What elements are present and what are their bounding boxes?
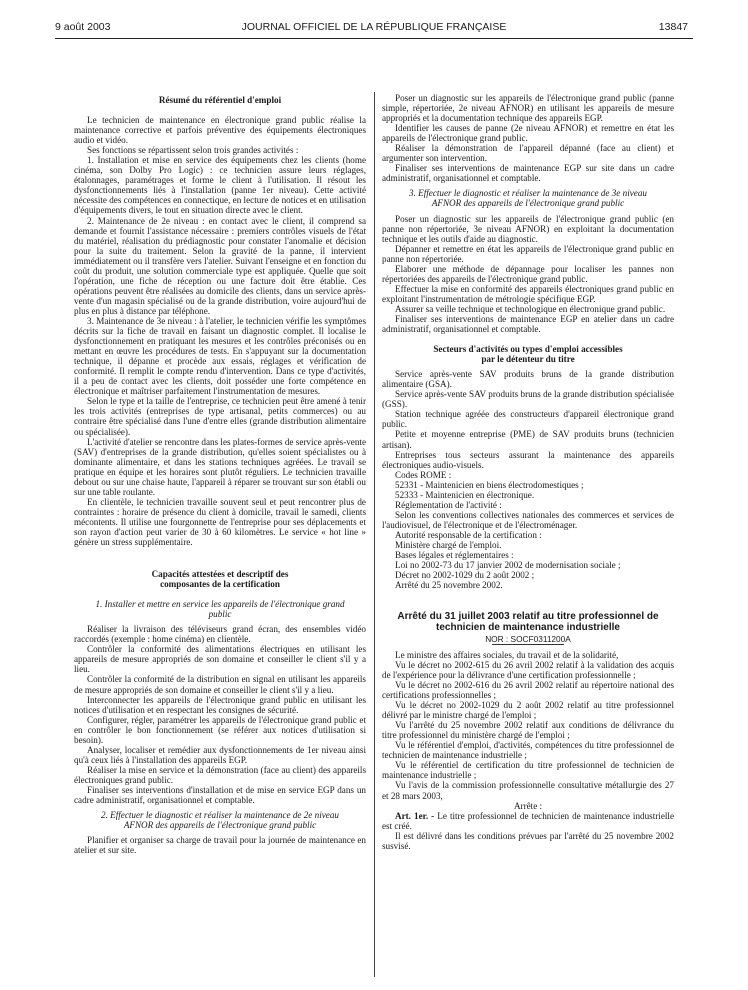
- arrete-label: Arrête :: [513, 800, 543, 811]
- paragraph: 1. Installation et mise en service des équipements chez les clients (home cinéma, son Dolby Pro Logic) : ce technicien assure leurs réglages, étalonnages, paramétrages et forme le client à l'utilisation. Il résout les dysfonctionnements liés à l'installation (panne 1er niveau). Cette activité nécessite des compétences en connectique, en lecture de notices et en utilisation d'équipements divers, le tout en situation directe avec le client.: [74, 155, 366, 216]
- article-1-label: Art. 1er. -: [395, 810, 435, 821]
- paragraph: Le technicien de maintenance en électronique grand public réalise la maintenance corrective et parfois préventive des équipements électroniques audio et vidéo.: [74, 115, 366, 146]
- paragraph: Finaliser ses interventions d'installation et de mise en service EGP dans un cadre administratif, organisationnel et comptable.: [74, 785, 366, 806]
- bases-label: Bases légales et réglementaires :: [395, 550, 514, 561]
- paragraph: Effectuer la mise en conformité des appareils électroniques grand public en exploitant l'instrumentation de métrologie spécifique EGP.: [382, 283, 674, 304]
- section-3-title: 3. Effectuer le diagnostic et réaliser la maintenance de 3e niveau AFNOR des appareils de l'électronique grand public: [409, 188, 647, 209]
- paragraph: Ses fonctions se répartissent selon trois grandes activités :: [87, 145, 299, 156]
- page-header: [0, 7, 748, 33]
- article-1-text: Le titre professionnel de technicien de maintenance industrielle est créé.: [382, 810, 674, 831]
- left-column: [74, 95, 366, 855]
- journal-title: JOURNAL OFFICIEL DE LA RÉPUBLIQUE FRANÇAISE: [241, 21, 507, 33]
- paragraph: Le ministre des affaires sociales, du travail et de la solidarité,: [395, 649, 619, 660]
- nor-reference: NOR : SOCF0311200A: [485, 633, 571, 644]
- ministere: Ministère chargé de l'emploi.: [395, 539, 502, 550]
- paragraph: Interconnecter les appareils de l'électronique grand public en utilisant les notices d'utilisation et en respectant les consignes de sécurité.: [74, 694, 366, 715]
- paragraph: Entreprises tous secteurs assurant la maintenance des appareils électroniques audio-visuels.: [382, 449, 674, 470]
- paragraph: Petite et moyenne entreprise (PME) de SAV produits bruns (technicien artisan).: [382, 429, 674, 450]
- paragraph: L'activité d'atelier se rencontre dans les plates-formes de service après-vente (SAV) d'entreprises de la grande distribution, qu'elles soient spécialistes ou à dominante alimentaire, et dans les stations techniques agréées. Le travail se pratique en équipe et les horaires sont plutôt réguliers. Le technicien travaille debout ou sur une chaise haute, l'appareil à réparer se trouvant sur son établi ou sur une table roulante.: [74, 436, 366, 497]
- paragraph: 3. Maintenance de 3e niveau : à l'atelier, le technicien vérifie les symptômes décrits sur la fiche de travail en faisant un diagnostic complet. Il localise le dysfonctionnement en pratiquant les mesures et les contrôles préconisés ou en mettant en œuvre les procédures de tests. En s'appuyant sur la documentation technique, il dépanne et procède aux essais, réglages et vérification de conformité. Il remplit le compte rendu d'intervention. Dans ce type d'activités, il a peu de contact avec les clients, doit posséder une forte compétence en électronique et maîtriser parfaitement l'instrumentation de mesures.: [74, 315, 366, 397]
- paragraph: Identifier les causes de panne (2e niveau AFNOR) et remettre en état les appareils de l'électronique grand public.: [382, 123, 674, 144]
- paragraph: Réaliser la mise en service et la démonstration (face au client) des appareils électroniques grand public.: [74, 764, 366, 785]
- arrete-ref: Arrêté du 25 novembre 2002.: [395, 580, 503, 591]
- arrete-title: Arrêté du 31 juillet 2003 relatif au titre professionnel de technicien de maintenance industrielle: [397, 611, 659, 633]
- separator: [382, 644, 674, 645]
- column-divider: [374, 92, 375, 977]
- paragraph: Vu l'arrêté du 25 novembre 2002 relatif aux conditions de délivrance du titre professionnel du ministère chargé de l'emploi ;: [382, 720, 674, 741]
- section-1-title: 1. Installer et mettre en service les appareils de l'électronique grand public: [95, 599, 345, 620]
- paragraph: Dépanner et remettre en état les appareils de l'électronique grand public en panne non répertoriée.: [382, 243, 674, 264]
- paragraph: Contrôler la conformité de la distribution en signal en utilisant les appareils de mesure appropriés de son domaine et conseiller le client s'il y a lieu.: [74, 674, 366, 695]
- capacites-title: Capacités attestées et descriptif des composantes de la certification: [151, 569, 289, 590]
- paragraph: Poser un diagnostic sur les appareils de l'électronique grand public (en panne non répertoriée, 3e niveau AFNOR) en exploitant la documentation technique et les outils d'aide au diagnostic.: [382, 213, 674, 244]
- right-column: [382, 93, 674, 851]
- paragraph: Service après-vente SAV produits bruns de la grande distribution alimentaire (GSA).: [382, 369, 674, 390]
- paragraph: Service après-vente SAV produits bruns de la grande distribution spécialisée (GSS).: [382, 389, 674, 410]
- paragraph: Selon les conventions collectives nationales des commerces et services de l'audiovisuel, de l'électronique et de l'électroménager.: [382, 509, 674, 530]
- paragraph: Poser un diagnostic sur les appareils de l'électronique grand public (panne simple, répertoriée, 2e niveau AFNOR) en utilisant les appareils de mesure appropriés et la documentation technique des appareils EGP.: [382, 93, 674, 124]
- paragraph: Planifier et organiser sa charge de travail pour la journée de maintenance en atelier et sur site.: [74, 835, 366, 856]
- paragraph: Selon le type et la taille de l'entreprise, ce technicien peut être amené à tenir les trois activités (entreprises de type artisanal, petits commerces) ou au contraire être spécialisé dans l'une d'entre elles (grande distribution alimentaire ou spécialisée).: [74, 396, 366, 437]
- paragraph: Analyser, localiser et remédier aux dysfonctionnements de 1er niveau ainsi qu'à ceux liés à l'installation des appareils EGP.: [74, 744, 366, 765]
- paragraph: Vu le référentiel d'emploi, d'activités, compétences du titre professionnel de technicien de maintenance industrielle ;: [382, 740, 674, 761]
- paragraph: Finaliser ses interventions de maintenance EGP en atelier dans un cadre administratif, organisationnel et comptable.: [382, 313, 674, 335]
- secteurs-title: Secteurs d'activités ou types d'emploi accessibles par le détenteur du titre: [433, 344, 623, 365]
- section-2-title: 2. Effectuer le diagnostic et réaliser la maintenance de 2e niveau AFNOR des appareils de l'électronique grand public: [101, 810, 339, 831]
- reglementation-label: Réglementation de l'activité :: [395, 499, 502, 510]
- code-item: 52333 - Maintenicien en électronique.: [395, 489, 535, 500]
- article-1: [382, 811, 674, 831]
- paragraph: Vu le référentiel de certification du titre professionnel de technicien de maintenance industrielle ;: [382, 760, 674, 781]
- paragraph: Station technique agréée des constructeurs d'appareil électronique grand public.: [382, 409, 674, 430]
- paragraph: Assurer sa veille technique et technologique en électronique grand public.: [395, 303, 666, 314]
- paragraph: Vu l'avis de la commission professionnelle consultative métallurgie des 27 et 28 mars 2003,: [382, 780, 674, 801]
- paragraph: 2. Maintenance de 2e niveau : en contact avec le client, il comprend sa demande et fournit l'assistance nécessaire : premiers contrôles visuels de l'état du matériel, réalisation du prédiagnostic pour constater l'anomalie et décision pour la suite du traitement. Selon la gravité de la panne, il intervient immédiatement ou il transfère vers l'atelier. Suivant l'enseigne et en fonction du coût du produit, une solution commerciale type est appliquée. Quelle que soit l'opération, une fiche de réception ou une facture doit être établie. Ces opérations peuvent être réalisées au domicile des clients, dans un service après-vente d'un magasin spécialisé ou de la grande distribution, voire aujourd'hui de plus en plus à distance par téléphone.: [74, 215, 366, 316]
- paragraph: Vu le décret no 2002-1029 du 2 août 2002 relatif au titre professionnel délivré par le ministre chargé de l'emploi ;: [382, 700, 674, 721]
- paragraph: Elaborer une méthode de dépannage pour localiser les pannes non répertoriées des appareils de l'électronique grand public.: [382, 263, 674, 284]
- paragraph: Finaliser ses interventions de maintenance EGP sur site dans un cadre administratif, organisationnel et comptable.: [382, 163, 674, 184]
- paragraph: En clientèle, le technicien travaille souvent seul et peut rencontrer plus de contraintes : horaire de présence du client à domicile, travail le samedi, clients mécontents. Il utilise une fourgonnette de l'entreprise pour ses déplacements et son rayon d'action peut varier de 30 à 60 kilomètres. Le service « hot line » génère un stress supplémentaire.: [74, 496, 366, 548]
- paragraph: Réaliser la démonstration de l'appareil dépanné (face au client) et argumenter son intervention.: [382, 143, 674, 164]
- paragraph: Vu le décret no 2002-616 du 26 avril 2002 relatif au répertoire national des certifications professionnelles ;: [382, 679, 674, 701]
- codes-label: Codes ROME :: [395, 469, 452, 480]
- autorite-label: Autorité responsable de la certification :: [395, 529, 542, 540]
- header-rule: [55, 38, 693, 39]
- paragraph: Configurer, régler, paramétrer les appareils de l'électronique grand public et en contrôler le bon fonctionnement (se référer aux notices d'utilisation si besoin).: [74, 714, 366, 745]
- paragraph: Vu le décret no 2002-615 du 26 avril 2002 relatif à la validation des acquis de l'expérience pour la délivrance d'une certification professionnelle ;: [382, 659, 674, 680]
- code-item: 52331 - Maintenicien en biens électrodomestiques ;: [395, 479, 584, 490]
- paragraph: Contrôler la conformité des alimentations électriques en utilisant les appareils de mesure appropriés de son domaine et conseiller le client s'il y a lieu.: [74, 644, 366, 675]
- page-number: 13847: [658, 21, 688, 33]
- paragraph: Il est délivré dans les conditions prévues par l'arrêté du 25 novembre 2002 susvisé.: [382, 830, 674, 851]
- issue-date: 9 août 2003: [55, 21, 111, 33]
- loi-ref: Loi no 2002-73 du 17 janvier 2002 de modernisation sociale ;: [395, 560, 621, 571]
- paragraph: Réaliser la livraison des téléviseurs grand écran, des ensembles vidéo raccordés (exemple : home cinéma) en clientèle.: [74, 624, 366, 645]
- resume-title: Résumé du référentiel d'emploi: [158, 95, 282, 105]
- decret-ref: Décret no 2002-1029 du 2 août 2002 ;: [395, 570, 535, 581]
